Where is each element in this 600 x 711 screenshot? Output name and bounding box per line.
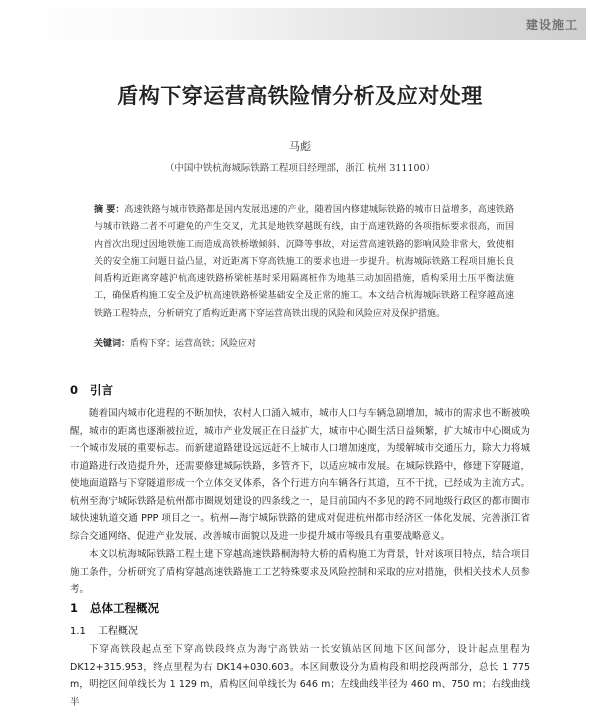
section-number: 0 xyxy=(70,383,79,397)
section-title: 引言 xyxy=(90,383,114,397)
keywords-text: 盾构下穿；运营高铁；风险应对 xyxy=(130,339,257,349)
abstract-text: 高速铁路与城市铁路都是国内发展迅速的产业，随着国内修建城际铁路的城市日益增多，高速铁路与城市铁路二者不可避免的产生交叉，尤其是地铁穿越既有线，由于高速铁路的各项指标要求很高，而国内首次出现过因地铁施工而造成高铁桥墩倾斜、沉降等事故，对运营高速铁路的影响风险非常大，致使相关的安全施工问题日益凸显，对近距离下穿高铁施工的要求也进一步提升。杭海城际铁路工程项目施长良间盾构近距离穿越沪杭高速铁路桥梁桩基时采用隔离桩作为地基三动加固措施，盾构采用土压平衡法施工，确保盾构施工安全及沪杭高速铁路桥梁基础安全及正常的施工。本文结合杭海城际铁路工程穿越高速铁路工程特点，分析研究了盾构近距离下穿运营高铁出现的风险和风险应对及保护措施。 xyxy=(94,205,514,319)
subsection-heading xyxy=(70,622,138,637)
author-affiliation: （中国中铁杭海城际铁路工程项目经理部，浙江 杭州 311100） xyxy=(164,163,436,174)
abstract-label: 摘 要： xyxy=(94,205,125,215)
section-title: 总体工程概况 xyxy=(90,601,160,615)
section-heading-overview xyxy=(70,600,159,616)
article-title: 盾构下穿运营高铁险情分析及应对处理 xyxy=(117,84,483,108)
header-band xyxy=(14,8,586,40)
section-heading-intro xyxy=(70,382,113,398)
section-number: 1 xyxy=(70,601,79,615)
keywords xyxy=(94,336,514,349)
body-paragraph: 下穿高铁段起点至下穿高铁段终点为海宁高铁站一长安镇站区间地下区间部分，设计起点里程为 DK12+315.953，终点里程为右 DK14+030.603。本区间敷设分为盾构段和明挖段两部分，总长 1 775 m，明挖区间单线长为 1 129 m，盾构区间单线长为 646 m；左线曲线半径为 460 m、750 m；右线曲线半 xyxy=(70,644,530,708)
author-name: 马彪 xyxy=(289,140,311,153)
abstract xyxy=(94,202,514,323)
subsection-title: 工程概况 xyxy=(97,626,138,637)
subsection-number: 1.1 xyxy=(70,626,86,637)
keywords-label: 关键词： xyxy=(94,339,131,349)
section-tag: 建设施工 xyxy=(525,18,578,32)
body-paragraph: 随着国内城市化进程的不断加快，农村人口涌入城市，城市人口与车辆急剧增加，城市的需求也不断被唤醒，城市的距离也逐渐被拉近，城市产业发展正在日益扩大，城市中心圈生活日益频繁，扩大城市中心圈成为一个城市发展的重要标志。而新建道路建设远远赶不上城市人口增加速度，为缓解城市交通压力，除大力将城市道路进行改造提升外，还需要修建城际铁路，多管齐下，以适应城市发展。在城际铁路中，修建下穿隧道，使地面道路与下穿隧道形成一个立体交叉体系，各个行进方向车辆各行其道，互不干扰，已经成为主流方式。杭州至海宁城际铁路是杭州都市圈规划建设的四条线之一，是目前国内不多见的跨不同地级行政区的都市圈市域快速轨道交通 PPP 项目之一。杭州—海宁城际铁路的建成对促进杭州都市经济区一体化发展、完善浙江省综合交通网络、促进产业发展、改善城市面貌以及进一步提升城市等级具有重要战略意义。 xyxy=(70,408,530,542)
body-paragraph: 本文以杭海城际铁路工程土建下穿越高速铁路桐海特大桥的盾构施工为背景，针对该项目特点，结合项目施工条件，分析研究了盾构穿越高速铁路施工工艺特殊要求及风险控制和采取的应对措施，供相关技术人员参考。 xyxy=(70,549,530,595)
